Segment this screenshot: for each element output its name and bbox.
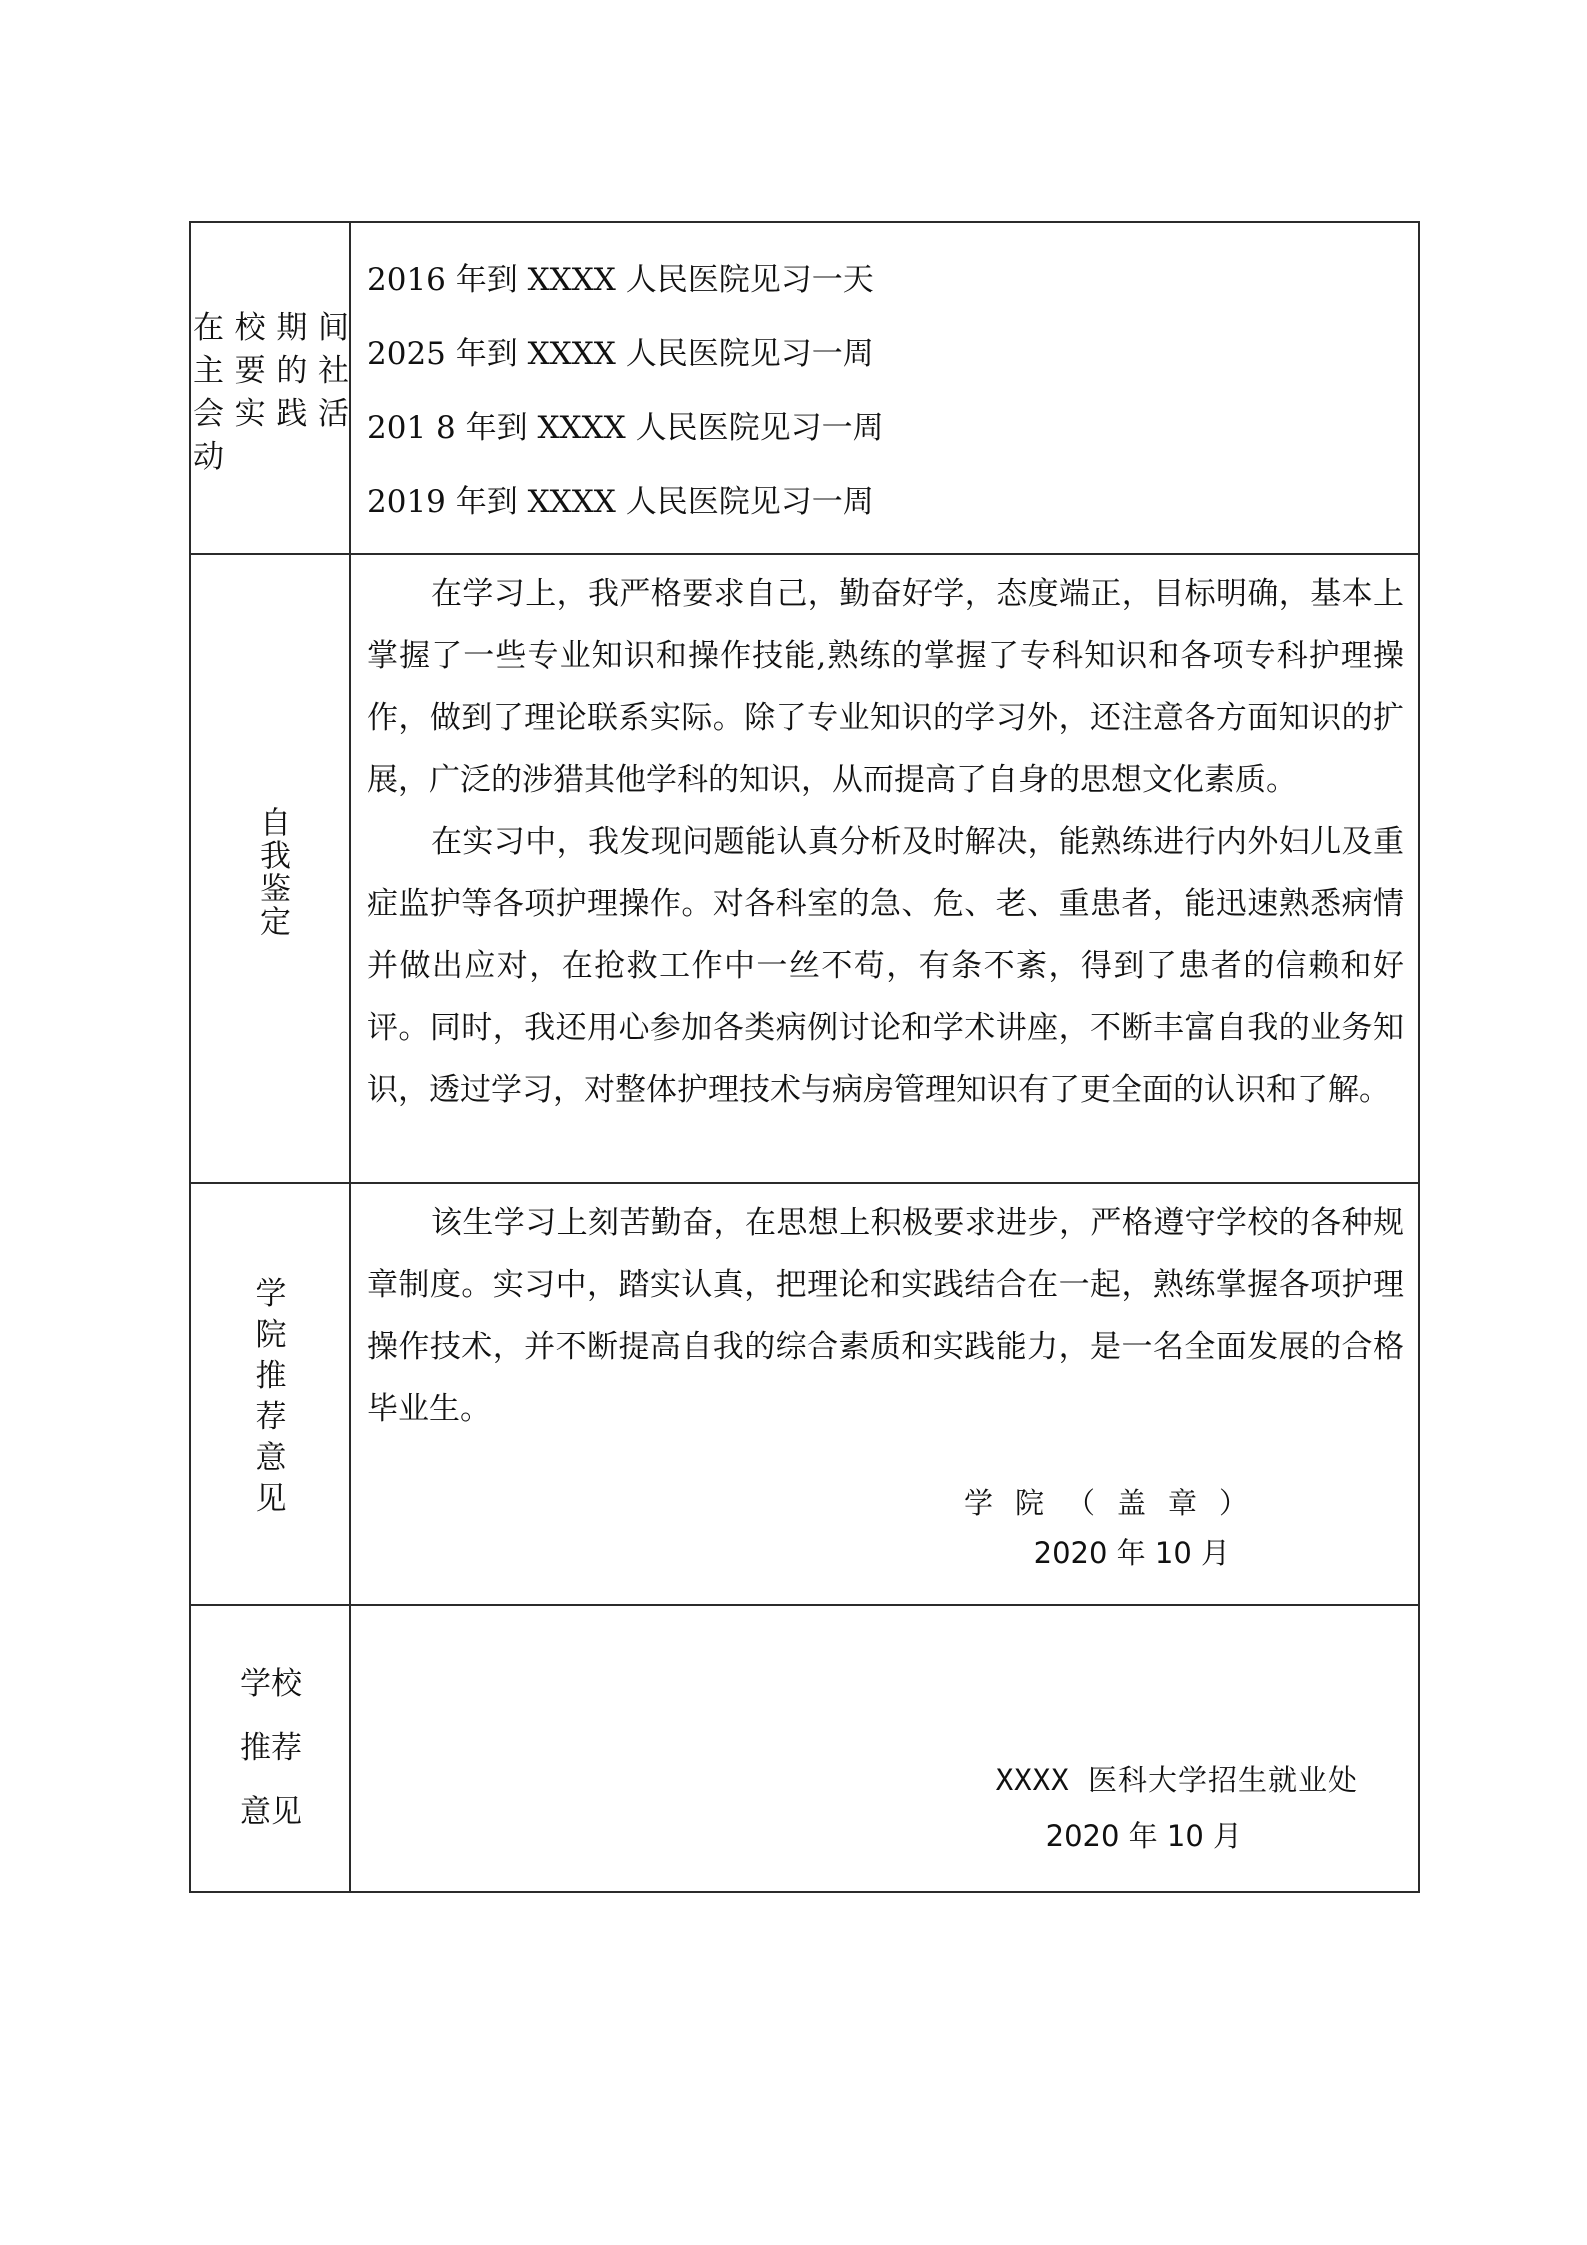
activity-item: 201 8 年到 XXXX 人民医院见习一周: [367, 410, 884, 446]
label-char: 要: [234, 353, 266, 389]
college-recommendation-label: [191, 1274, 351, 1520]
label-char: 校: [234, 310, 266, 346]
college-stamp: 学院（盖章）: [963, 1486, 1270, 1520]
college-recommendation-content-cell: [350, 1183, 1419, 1605]
self-assessment-paragraph: 在学习上，我严格要求自己，勤奋好学，态度端正，目标明确，基本上掌握了一些专业知识和操作技能,熟练的掌握了专科知识和各项专科护理操作，做到了理论联系实际。除了专业知识的学习外，还注意各方面知识的扩展，广泛的涉猎其他学科的知识，从而提高了自身的思想文化素质。: [367, 576, 1404, 798]
college-date: 2020 年 10 月: [1033, 1536, 1230, 1570]
label-char: 见: [255, 1481, 287, 1517]
self-assessment-text: [351, 555, 1418, 1121]
school-recommendation-content-cell: [350, 1605, 1419, 1892]
social-practice-row: [190, 222, 1419, 554]
label-char: 社: [317, 353, 349, 389]
activity-item: 2019 年到 XXXX 人民医院见习一周: [367, 484, 874, 520]
self-assessment-content-cell: [350, 554, 1419, 1183]
self-assessment-paragraph: 在实习中，我发现问题能认真分析及时解决，能熟练进行内外妇儿及重症监护等各项护理操作。对各科室的急、危、老、重患者，能迅速熟悉病情并做出应对，在抢救工作中一丝不苟，有条不紊，得到了患者的信赖和好评。同时，我还用心参加各类病例讨论和学术讲座，不断丰富自我的业务知识，透过学习，对整体护理技术与病房管理知识有了更全面的认识和了解。: [367, 824, 1404, 1108]
college-recommendation-text: [351, 1184, 1418, 1604]
college-recommendation-label-cell: [190, 1183, 350, 1605]
label-char: 的: [276, 353, 308, 389]
school-recommendation-label: [191, 1652, 351, 1844]
label-line: 学校: [240, 1666, 302, 1702]
school-recommendation-label-cell: [190, 1605, 350, 1892]
self-assessment-label: 自我鉴定: [254, 806, 290, 938]
label-char: 活: [317, 396, 349, 432]
label-line: [193, 307, 349, 350]
social-practice-label: [193, 307, 349, 479]
school-date: 2020 年 10 月: [1045, 1819, 1242, 1853]
label-char: 主: [193, 353, 224, 389]
label-line: [193, 393, 349, 436]
label-char: 实: [234, 396, 266, 432]
label-char: 间: [317, 310, 349, 346]
label-char: 荐: [255, 1399, 287, 1435]
label-char: 推: [255, 1358, 287, 1394]
self-assessment-row: [190, 554, 1419, 1183]
label-char: 动: [193, 439, 224, 475]
college-recommendation-row: [190, 1183, 1419, 1605]
graduate-recommendation-form: [189, 221, 1420, 1893]
social-practice-label-cell: [190, 222, 350, 554]
school-stamp: XXXX 医科大学招生就业处: [995, 1763, 1358, 1797]
activity-item: 2016 年到 XXXX 人民医院见习一天: [367, 262, 874, 298]
school-recommendation-text: [351, 1606, 1418, 1891]
label-char: 院: [255, 1317, 287, 1353]
label-line: 意见: [240, 1794, 302, 1830]
label-char: 会: [193, 396, 224, 432]
college-recommendation-paragraph: 该生学习上刻苦勤奋，在思想上积极要求进步，严格遵守学校的各种规章制度。实习中，踏实认真，把理论和实践结合在一起，熟练掌握各项护理操作技术，并不断提高自我的综合素质和实践能力，是一名全面发展的合格毕业生。: [367, 1205, 1404, 1427]
self-assessment-label-cell: [190, 554, 350, 1183]
label-line: 推荐: [240, 1730, 302, 1766]
school-recommendation-row: [190, 1605, 1419, 1892]
label-char: 期: [276, 310, 308, 346]
label-char: 践: [276, 396, 308, 432]
label-line: [193, 350, 349, 393]
social-practice-content-cell: [350, 222, 1419, 554]
activity-list: [351, 223, 1418, 539]
label-char: 在: [193, 310, 224, 346]
label-char: 学: [255, 1276, 287, 1312]
label-line: [193, 436, 349, 479]
activity-item: 2025 年到 XXXX 人民医院见习一周: [367, 336, 874, 372]
label-char: 意: [255, 1440, 287, 1476]
